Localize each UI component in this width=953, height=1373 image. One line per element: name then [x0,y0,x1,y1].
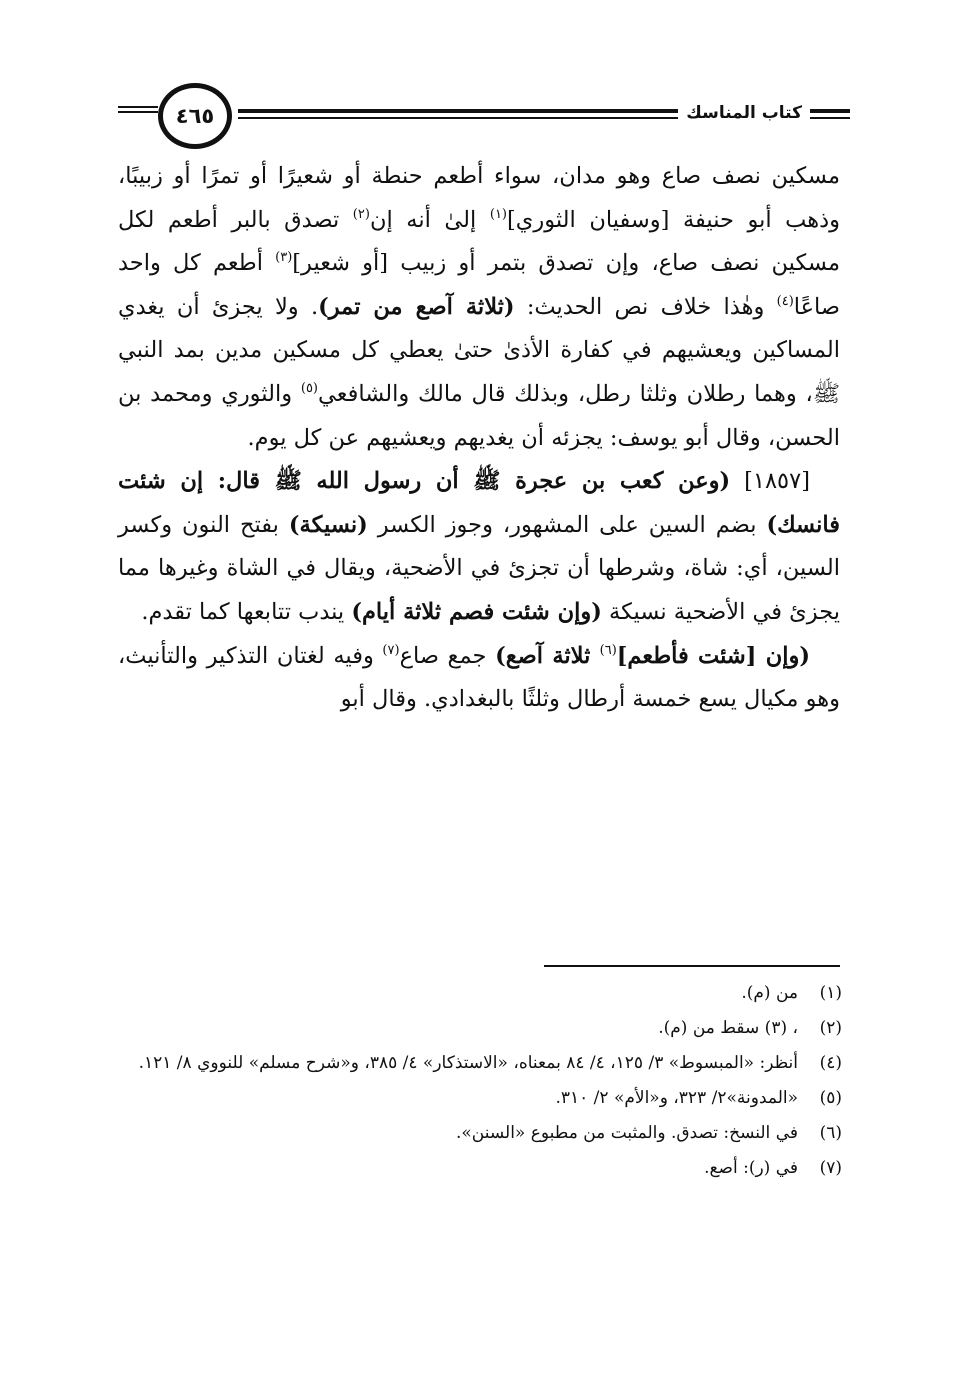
footnote-text: أنظر: «المبسوط» ٣/ ١٢٥، ٤/ ٨٤ بمعناه، «الاستذكار» ٤/ ٣٨٥، و«شرح مسلم» للنووي ٨/ ١٢١. [138,1053,798,1073]
hadith-quote: (نسيكة) [288,511,368,538]
text-run: يندب تتابعها كما تقدم. [141,598,352,625]
footnote-number: (٧) [819,1158,842,1178]
text-run: جمع صاع [399,642,496,669]
hadith-number: [١٨٥٧] [730,468,811,495]
footnote-ref-6[interactable]: (٦) [599,642,617,658]
footnote-item [110,1120,842,1147]
footnote-text: في النسخ: تصدق. والمثبت من مطبوع «السنن». [455,1123,798,1143]
footnote-ref-2[interactable]: (٢) [352,206,370,222]
text-run: تصدق بالبر أطعم لكل مسكين نصف صاع، وإن تصدق بتمر أو زبيب [أو شعير] [118,206,841,277]
chapter-title: كتاب المناسك [678,98,810,128]
paragraph-2 [118,460,840,634]
header-left-rule [118,106,158,116]
footnote-item [110,1050,842,1077]
footnote-separator [544,965,840,967]
text-run: مسكين نصف صاع وهو مدان، سواء أطعم حنطة أو شعيرًا أو تمرًا أو زبيبًا، وذهب أبو حنيفة [وسفيان الثوري] [118,163,841,233]
text-run: بفتح النون وكسر السين، أي: شاة، وشرطها أن تجزئ في الأضحية، ويقال في الشاة وغيرها مما يجزئ في الأضحية نسيكة [118,511,840,625]
footnote-item [110,1085,842,1112]
footnote-ref-7[interactable]: (٧) [382,642,400,658]
hadith-quote: (ثلاثة آصع من تمر) [318,293,515,320]
footnote-ref-5[interactable]: (٥) [300,380,318,396]
footnote-text: من (م). [741,983,798,1003]
page-header [118,78,850,148]
hadith-quote: ثلاثة آصع) [495,642,600,669]
text-run: . ولا يجزئ أن يغدي المساكين ويعشيهم في كفارة الأذىٰ حتىٰ يعطي كل مسكين مدين بمد النبي ﷺ، وهما رطلان وثلثا رطل، وبذلك قال مالك والشافعي [118,293,840,407]
footnote-text: «المدونة»٢/ ٣٢٣، و«الأم» ٢/ ٣١٠. [555,1088,798,1108]
text-run: وهٰذا خلاف نص الحديث: [514,293,777,320]
paragraph-1 [118,155,840,460]
footnote-number: (٥) [819,1088,842,1108]
text-run: بضم السين على المشهور، وجوز الكسر [367,511,767,538]
footnote-ref-1[interactable]: (١) [489,206,507,222]
footnote-text: في (ر): أصع. [704,1158,798,1178]
hadith-quote: (وعن كعب بن عجرة ﷺ أن رسول الله ﷺ قال: إن شئت فانسك) [118,468,840,538]
footnotes [110,980,842,1190]
footnote-text: ، (٣) سقط من (م). [658,1018,798,1038]
page-number: ٤٦٥ [158,83,232,149]
footnote-item [110,1015,842,1042]
footnote-ref-3[interactable]: (٣) [275,250,293,266]
main-text [118,155,840,722]
footnote-number: (١) [819,983,842,1003]
text-run: إلىٰ أنه إن [369,206,490,233]
hadith-quote: (وإن [شئت فأطعم] [616,642,810,669]
paragraph-3 [118,635,840,722]
footnote-number: (٤) [819,1053,842,1073]
footnote-number: (٦) [819,1123,842,1143]
footnote-ref-4[interactable]: (٤) [776,293,794,309]
hadith-quote: (وإن شئت فصم ثلاثة أيام) [351,598,602,625]
text-run: وفيه لغتان التذكير والتأنيث، وهو مكيال يسع خمسة أرطال وثلثًا بالبغدادي. وقال أبو [118,642,840,713]
text-run: والثوري ومحمد بن الحسن، وقال أبو يوسف: يجزئه أن يغديهم ويعشيهم عن كل يوم. [118,380,840,451]
text-run: أطعم كل واحد صاعًا [118,250,841,320]
footnote-item [110,980,842,1007]
footnote-number: (٢) [819,1018,842,1038]
footnote-item [110,1155,842,1182]
